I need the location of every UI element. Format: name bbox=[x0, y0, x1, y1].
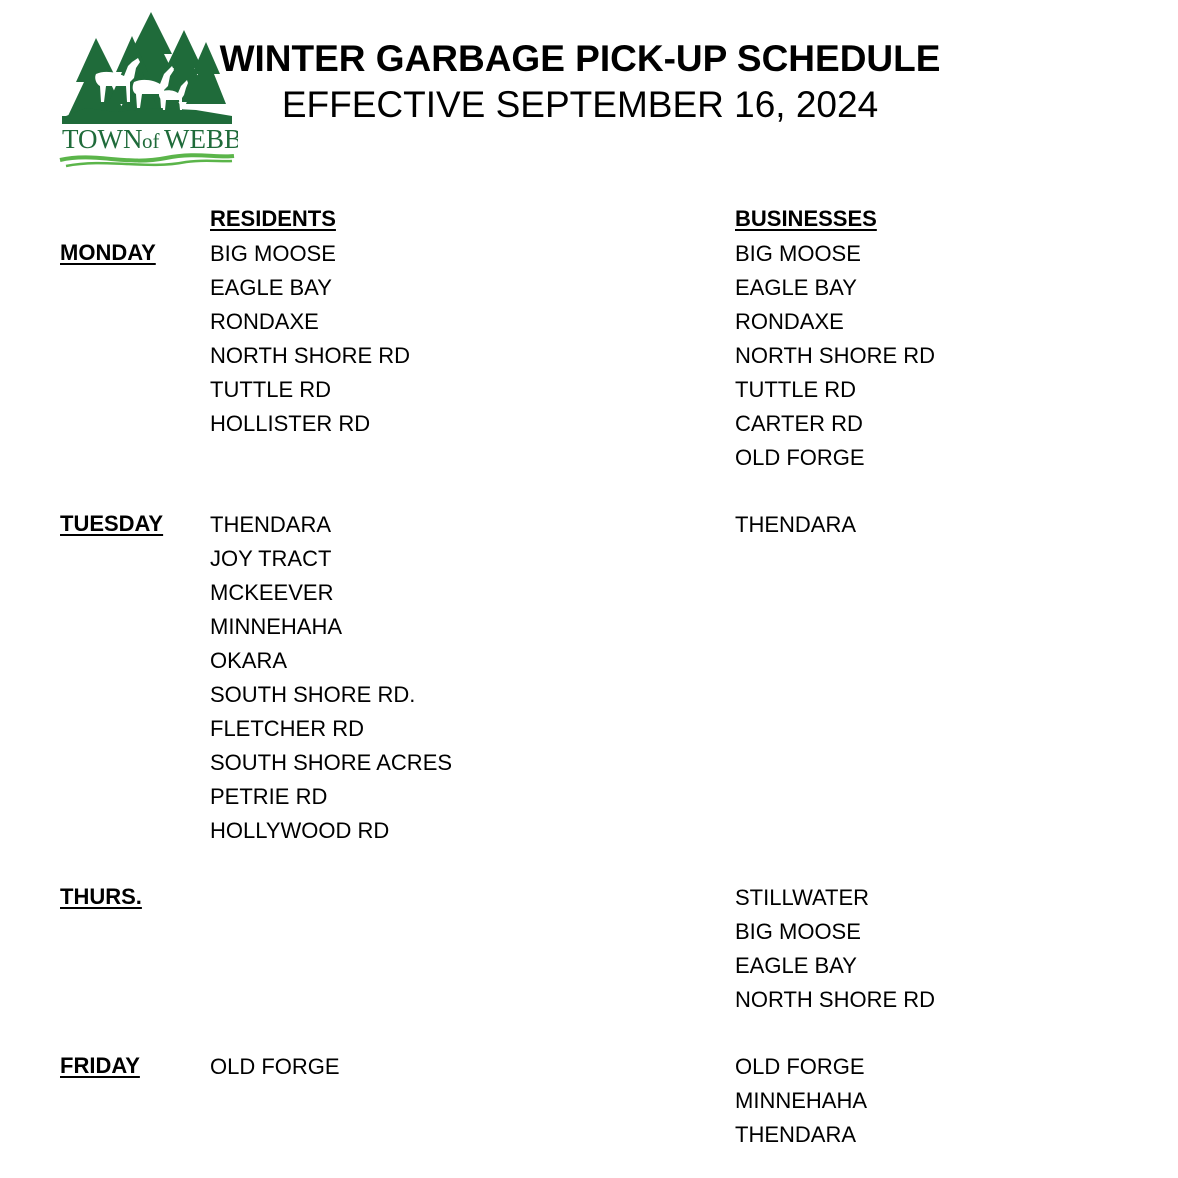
page-subtitle: EFFECTIVE SEPTEMBER 16, 2024 bbox=[281, 84, 879, 125]
list-item: CARTER RD bbox=[735, 411, 863, 436]
friday-residents-list bbox=[210, 1050, 340, 1084]
day-label-monday: MONDAY bbox=[60, 240, 156, 265]
list-item: THENDARA bbox=[735, 512, 857, 537]
list-item: THENDARA bbox=[210, 512, 332, 537]
list-item: RONDAXE bbox=[210, 309, 319, 334]
tuesday-businesses-list bbox=[735, 508, 856, 542]
list-item: TUTTLE RD bbox=[735, 377, 856, 402]
list-item: MINNEHAHA bbox=[210, 614, 343, 639]
list-item: SOUTH SHORE RD. bbox=[210, 682, 416, 707]
list-item: RONDAXE bbox=[735, 309, 844, 334]
list-item: EAGLE BAY bbox=[210, 275, 332, 300]
list-item: EAGLE BAY bbox=[735, 275, 857, 300]
list-item: THENDARA bbox=[735, 1122, 857, 1147]
monday-businesses-list bbox=[735, 237, 935, 475]
list-item: NORTH SHORE RD bbox=[210, 343, 411, 368]
day-label-tuesday: TUESDAY bbox=[60, 511, 164, 536]
list-item: NORTH SHORE RD bbox=[735, 987, 936, 1012]
list-item: OKARA bbox=[210, 648, 288, 673]
monday-residents-list bbox=[210, 237, 410, 441]
list-item: OLD FORGE bbox=[210, 1054, 340, 1079]
list-item: HOLLYWOOD RD bbox=[210, 818, 390, 843]
day-label-thursday: THURS. bbox=[60, 884, 142, 909]
list-item: JOY TRACT bbox=[210, 546, 332, 571]
list-item: TUTTLE RD bbox=[210, 377, 331, 402]
logo-text-webb: WEBB bbox=[164, 124, 238, 154]
thursday-businesses-list bbox=[735, 881, 935, 1017]
tuesday-residents-list bbox=[210, 508, 452, 848]
list-item: SOUTH SHORE ACRES bbox=[210, 750, 453, 775]
logo-text-of: of bbox=[142, 129, 160, 153]
friday-businesses-list bbox=[735, 1050, 867, 1152]
logo-text-town: TOWN bbox=[62, 124, 143, 154]
list-item: BIG MOOSE bbox=[735, 241, 861, 266]
list-item: OLD FORGE bbox=[735, 1054, 865, 1079]
list-item: BIG MOOSE bbox=[210, 241, 336, 266]
list-item: OLD FORGE bbox=[735, 445, 865, 470]
list-item: MINNEHAHA bbox=[735, 1088, 868, 1113]
day-label-friday: FRIDAY bbox=[60, 1053, 140, 1078]
list-item: BIG MOOSE bbox=[735, 919, 861, 944]
page-title: WINTER GARBAGE PICK-UP SCHEDULE bbox=[219, 38, 941, 79]
list-item: STILLWATER bbox=[735, 885, 870, 910]
list-item: EAGLE BAY bbox=[735, 953, 857, 978]
list-item: PETRIE RD bbox=[210, 784, 328, 809]
businesses-column-header: BUSINESSES bbox=[735, 206, 877, 231]
list-item: NORTH SHORE RD bbox=[735, 343, 936, 368]
list-item: FLETCHER RD bbox=[210, 716, 365, 741]
list-item: MCKEEVER bbox=[210, 580, 334, 605]
residents-column-header: RESIDENTS bbox=[210, 206, 336, 231]
list-item: HOLLISTER RD bbox=[210, 411, 371, 436]
